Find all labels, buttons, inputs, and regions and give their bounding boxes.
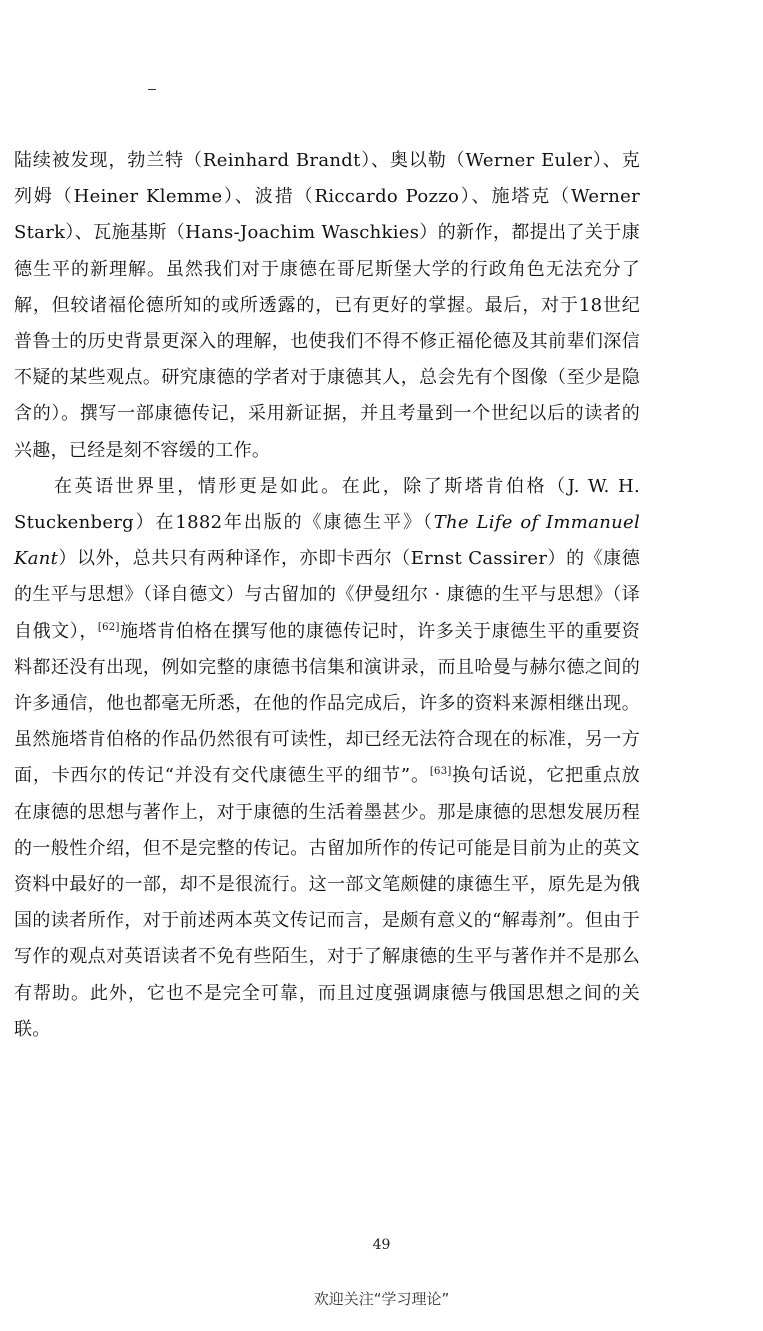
text-segment: 施塔肯伯格在撰写他的康德传记时，许多关于康德生平的重要资料都还没有出现，例如完整的康德书信集和演讲录，而且哈曼与赫尔德之间的许多通信，他也都毫无所悉，在他的作品完成后，许多的资料来源相继出现。虽然施塔肯伯格的作品仍然很有可读性，却已经无法符合现在的标准，另一方面，卡西尔的传记“并没有交代康德生平的细节”。 <box>14 620 640 787</box>
footnote-marker: [63] <box>429 766 452 778</box>
text-segment: 换句话说，它把重点放在康德的思想与著作上，对于康德的生活着墨甚少。那是康德的思想发展历程的一般性介绍，但不是完整的传记。古留加所作的传记可能是目前为止的英文资料中最好的一部，却不是很流行。这一部文笔颇健的康德生平，原先是为俄国的读者所作，对于前述两本英文传记而言，是颇有意义的“解毒剂”。但由于写作的观点对英语读者不免有些陌生，对于了解康德的生平与著作并不是那么有帮助。此外，它也不是完全可靠，而且过度强调康德与俄国思想之间的关联。 <box>14 765 641 1040</box>
footnote-marker: [62] <box>97 621 120 633</box>
page-number: 49 <box>372 1237 391 1253</box>
paragraph <box>14 143 640 469</box>
text-segment: 在英语世界里，情形更是如此。在此，除了斯塔肯伯格（J. W. H. Stuckenberg）在1882年出版的《康德生平》（ <box>14 475 640 534</box>
text-segment: ）以外，总共只有两种译作，亦即卡西尔（Ernst Cassirer）的《康德的生平与思想》（译自德文）与古留加的《伊曼纽尔 · 康德的生平与思想》（译自俄文）， <box>14 548 640 642</box>
book-title-italic: The Life of Immanuel Kant <box>14 512 640 570</box>
text-segment: 陆续被发现，勃兰特（Reinhard Brandt）、奥以勒（Werner Euler）、克列姆（Heiner Klemme）、波措（Riccardo Pozzo）、施塔克（Werner Stark）、瓦施基斯（Hans-Joachim Waschkies）的新作，都提出了关于康德生平的新理解。虽然我们对于康德在哥尼斯堡大学的行政角色无法充分了解，但较诸福伦德所知的或所透露的，已有更好的掌握。最后，对于18世纪普鲁士的历史背景更深入的理解，也使我们不得不修正福伦德及其前辈们深信不疑的某些观点。研究康德的学者对于康德其人，总会先有个图像（至少是隐含的）。撰写一部康德传记，采用新证据，并且考量到一个世纪以后的读者的兴趣，已经是刻不容缓的工作。 <box>14 150 640 461</box>
paragraph <box>14 469 640 1048</box>
footer-note: 欢迎关注“学习理论” <box>313 1290 450 1308</box>
scan-speck <box>148 89 156 90</box>
body-text <box>14 143 640 1048</box>
